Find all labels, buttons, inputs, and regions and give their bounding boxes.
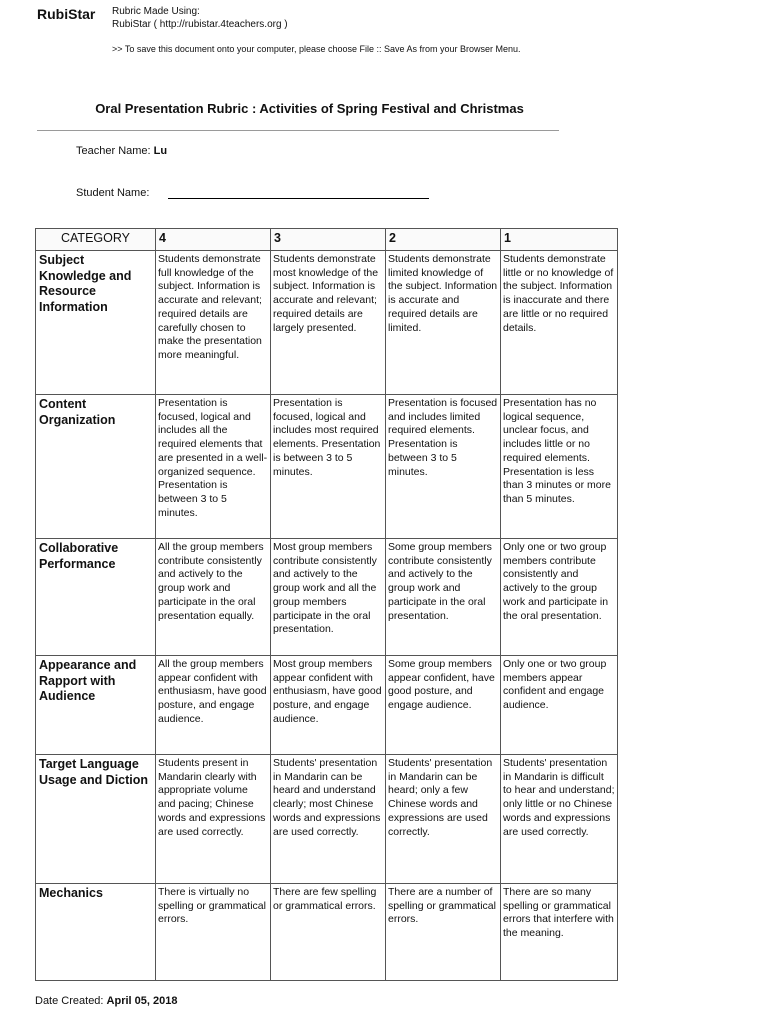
page-title: Oral Presentation Rubric : Activities of Spring Festival and Christmas xyxy=(95,101,524,116)
teacher-label: Teacher Name: xyxy=(76,145,151,157)
table-cell: Presentation has no logical sequence, unclear focus, and includes little or no required elements. Presentation is less than 3 minutes or more than 5 minutes. xyxy=(501,395,618,539)
table-cell: Most group members appear confident with enthusiasm, have good posture, and engage audience. xyxy=(271,656,386,755)
header-category: CATEGORY xyxy=(36,229,156,251)
row-category: Subject Knowledge and Resource Information xyxy=(36,251,156,395)
table-cell: There is virtually no spelling or grammatical errors. xyxy=(156,884,271,981)
table-cell: Most group members contribute consistently and actively to the group work and all the group members participate in the oral presentation. xyxy=(271,539,386,656)
student-name-blank xyxy=(168,198,429,199)
student-label: Student Name: xyxy=(76,187,150,199)
made-using-line1: Rubric Made Using: xyxy=(112,6,200,17)
date-label: Date Created: xyxy=(35,995,104,1007)
header-score-1: 1 xyxy=(501,229,618,251)
header-score-2: 2 xyxy=(386,229,501,251)
made-using-line2: RubiStar ( http://rubistar.4teachers.org ) xyxy=(112,19,288,30)
table-cell: There are so many spelling or grammatical errors that interfere with the meaning. xyxy=(501,884,618,981)
row-category: Mechanics xyxy=(36,884,156,981)
table-cell: Students demonstrate limited knowledge of the subject. Information is accurate and required details are limited. xyxy=(386,251,501,395)
table-row xyxy=(36,656,618,755)
brand-name: RubiStar xyxy=(37,6,96,22)
table-cell: Students demonstrate most knowledge of the subject. Information is accurate and relevant; required details are largely presented. xyxy=(271,251,386,395)
table-cell: Presentation is focused and includes limited required elements. Presentation is between 3 to 5 minutes. xyxy=(386,395,501,539)
header-score-3: 3 xyxy=(271,229,386,251)
table-cell: Only one or two group members appear confident and engage audience. xyxy=(501,656,618,755)
divider xyxy=(37,130,559,131)
teacher-value: Lu xyxy=(153,145,168,157)
table-row xyxy=(36,884,618,981)
table-row xyxy=(36,539,618,656)
table-cell: Students present in Mandarin clearly with appropriate volume and pacing; Chinese words and expressions are used correctly. xyxy=(156,755,271,884)
table-cell: Students demonstrate little or no knowledge of the subject. Information is inaccurate and there are little or no required details. xyxy=(501,251,618,395)
row-category: Content Organization xyxy=(36,395,156,539)
made-using-note xyxy=(112,5,288,31)
table-cell: Students' presentation in Mandarin can be heard; only a few Chinese words and expressions are used correctly. xyxy=(386,755,501,884)
table-cell: Some group members contribute consistently and actively to the group work and participate in the oral presentation. xyxy=(386,539,501,656)
rubric-table xyxy=(35,228,618,981)
table-cell: Students' presentation in Mandarin is difficult to hear and understand; only little or no Chinese words and expressions are used correctly. xyxy=(501,755,618,884)
table-cell: Some group members appear confident, have good posture, and engage audience. xyxy=(386,656,501,755)
table-cell: Presentation is focused, logical and includes all the required elements that are presented in a well-organized sequence. Presentation is between 3 to 5 minutes. xyxy=(156,395,271,539)
table-row xyxy=(36,251,618,395)
table-cell: Students' presentation in Mandarin can be heard and understand clearly; most Chinese words and expressions are used correctly. xyxy=(271,755,386,884)
table-cell: Only one or two group members contribute consistently and actively to the group work and participate in the oral presentation. xyxy=(501,539,618,656)
row-category: Appearance and Rapport with Audience xyxy=(36,656,156,755)
header-score-4: 4 xyxy=(156,229,271,251)
table-cell: There are few spelling or grammatical errors. xyxy=(271,884,386,981)
table-row xyxy=(36,395,618,539)
row-category: Collaborative Performance xyxy=(36,539,156,656)
table-cell: There are a number of spelling or grammatical errors. xyxy=(386,884,501,981)
table-row xyxy=(36,755,618,884)
date-value: April 05, 2018 xyxy=(106,995,178,1007)
table-cell: All the group members contribute consistently and actively to the group work and participate in the oral presentation equally. xyxy=(156,539,271,656)
rubric-header-row xyxy=(36,229,618,251)
date-created xyxy=(35,995,177,1007)
teacher-name xyxy=(76,145,167,157)
save-instructions: >> To save this document onto your computer, please choose File :: Save As from your Browser Menu. xyxy=(112,44,521,54)
row-category: Target Language Usage and Diction xyxy=(36,755,156,884)
table-cell: Presentation is focused, logical and includes most required elements. Presentation is between 3 to 5 minutes. xyxy=(271,395,386,539)
table-cell: All the group members appear confident with enthusiasm, have good posture, and engage audience. xyxy=(156,656,271,755)
table-cell: Students demonstrate full knowledge of the subject. Information is accurate and relevant; required details are carefully chosen to make the presentation more meaningful. xyxy=(156,251,271,395)
